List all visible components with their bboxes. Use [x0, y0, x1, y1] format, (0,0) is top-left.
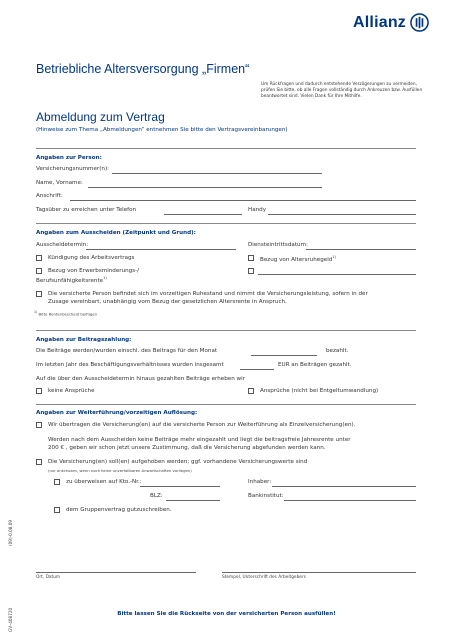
allianz-eagle-icon: [410, 13, 429, 32]
mobile-label: Handy: [248, 207, 267, 213]
group-contract-checkbox[interactable]: [54, 507, 60, 513]
disability-label-2: Berufsunfähigkeitsrente$^{1)}$: [36, 276, 107, 284]
account-transfer-checkbox[interactable]: [54, 479, 60, 485]
other-reason-field[interactable]: [258, 274, 416, 275]
early-retirement-label-1: Die versicherte Person befindet sich im vorzeitigen Ruhestand und nimmt die Versicherungsleistung, sofern in der: [48, 291, 368, 297]
paid-until-suffix: bezahlt.: [326, 348, 349, 354]
brand-name: Allianz: [353, 13, 406, 31]
account-number-field[interactable]: [140, 486, 220, 487]
last-year-suffix: EUR an Beiträgen gezahlt.: [278, 362, 352, 368]
mobile-field[interactable]: [268, 214, 416, 215]
section-divider: [36, 148, 416, 149]
settlement-info-1: Werden nach dem Ausscheiden keine Beiträge mehr eingezahlt und liegt die beitragsfreie Jahresrente unter: [48, 437, 351, 443]
name-field[interactable]: [88, 187, 322, 188]
claims-checkbox[interactable]: [248, 388, 254, 394]
disability-checkbox[interactable]: [36, 268, 42, 274]
form-version: (09)-0.08.09: [8, 519, 13, 546]
last-year-label: Im letzten Jahr des Beschäftigungsverhältnisses wurden insgesamt: [36, 362, 224, 368]
transfer-checkbox[interactable]: [36, 422, 42, 428]
entry-date-field[interactable]: [306, 249, 416, 250]
settlement-info-2: 200 € , geben wir schon jetzt unsere Zustimmung, daß die Versicherung abgefunden werden kann.: [48, 445, 326, 451]
transfer-label: Wir übertragen die Versicherung(en) auf die versicherte Person zur Weiterführung als Einzelversicherung(en).: [48, 422, 356, 428]
insurance-number-label: Versicherungsnummer(n):: [36, 166, 110, 172]
termination-label: Kündigung des Arbeitsvertrags: [48, 255, 135, 261]
holder-label: Inhaber:: [248, 479, 272, 485]
form-code: GV–408720: [8, 607, 13, 632]
no-claims-checkbox[interactable]: [36, 388, 42, 394]
section-divider: [36, 223, 416, 224]
bank-field[interactable]: [284, 500, 416, 501]
claims-label: Ansprüche (nicht bei Entgeltumwandlung): [260, 388, 379, 394]
last-year-amount-field[interactable]: [240, 369, 274, 370]
blz-label: BLZ:: [150, 493, 163, 499]
address-label: Anschrift:: [36, 193, 63, 199]
phone-field[interactable]: [164, 214, 242, 215]
employer-signature-label: Stempel, Unterschrift des Arbeitgebers: [222, 575, 306, 580]
cancel-checkbox[interactable]: [36, 459, 42, 465]
holder-field[interactable]: [272, 486, 416, 487]
allianz-logo: [353, 13, 429, 32]
pension-label: Bezug von Altersruhegeld$^{1)}$: [260, 255, 336, 263]
exit-heading: Angaben zum Ausscheiden (Zeitpunkt und Grund):: [36, 230, 196, 236]
place-date-label: Ort, Datum: [36, 575, 61, 580]
insurance-number-field[interactable]: [112, 173, 322, 174]
phone-label: Tagsüber zu erreichen unter Telefon: [36, 207, 137, 213]
contribution-heading: Angaben zur Beitragszahlung:: [36, 337, 132, 343]
disability-label-1: Bezug von Erwerbsminderungs-/: [48, 268, 140, 274]
blz-field[interactable]: [166, 500, 220, 501]
early-retirement-checkbox[interactable]: [36, 291, 42, 297]
section-divider: [36, 404, 416, 405]
continuation-heading: Angaben zur Weiterführung/vorzeitigen Auflösung:: [36, 410, 198, 416]
exit-date-field[interactable]: [86, 249, 236, 250]
account-number-label: zu überweisen auf Kto.-Nr.:: [66, 479, 142, 485]
address-field[interactable]: [70, 200, 416, 201]
completeness-note: Um Rückfragen und dadurch entstehende Verzögerungen zu vermeiden, prüfen Sie bitte, ob alle Fragen vollständig durch Ankreuzen bzw. Ausfüllen beantwortet sind. Vielen Dank für Ihre Mithilfe.: [261, 82, 423, 99]
group-contract-label: dem Gruppenvertrag gutzuschreiben.: [66, 507, 172, 513]
footnote: $^{1)}$ Bitte Rentenbescheid beifügen: [34, 310, 98, 317]
employer-signature-field[interactable]: [222, 572, 416, 573]
paid-until-label: Die Beiträge werden/wurden einschl. des Beitrags für den Monat: [36, 348, 218, 354]
termination-checkbox[interactable]: [36, 255, 42, 261]
page-title: Betriebliche Altersversorgung „Firmen“: [36, 62, 250, 76]
section-divider: [36, 330, 416, 331]
footer-instruction: Bitte lassen Sie die Rückseite von der versicherten Person ausfüllen!: [117, 611, 336, 617]
other-reason-checkbox[interactable]: [248, 268, 254, 274]
person-heading: Angaben zur Person:: [36, 155, 102, 161]
exit-date-label: Ausscheidetermin:: [36, 242, 89, 248]
form-subtitle: Abmeldung zum Vertrag: [36, 110, 165, 124]
bank-label: Bankinstitut:: [248, 493, 284, 499]
pension-checkbox[interactable]: [248, 255, 254, 261]
no-claims-label: keine Ansprüche: [48, 388, 95, 394]
early-retirement-label-2: Zusage vereinbart, unabhängig vom Bezug der gesetzlichen Altersrente in Anspruch.: [48, 299, 287, 305]
place-date-field[interactable]: [36, 572, 196, 573]
entry-date-label: Diensteintrittsdatum:: [248, 242, 308, 248]
name-label: Name, Vorname:: [36, 180, 83, 186]
beyond-label: Auf die über den Ausscheidetermin hinaus gezahlten Beiträge erheben wir: [36, 376, 245, 382]
hint-text: (Hinweise zum Thema „Abmeldungen“ entnehmen Sie bitte den Vertragsvereinbarungen): [36, 127, 288, 133]
cancel-note: (nur ankreuzen, wenn noch keine unverfallbaren Anwartschaften vorliegen): [48, 468, 192, 473]
paid-until-month-field[interactable]: [251, 355, 317, 356]
cancel-label: Die Versicherung(en) soll(en) aufgehoben werden; ggf. vorhandene Versicherungswerte sind: [48, 459, 308, 465]
